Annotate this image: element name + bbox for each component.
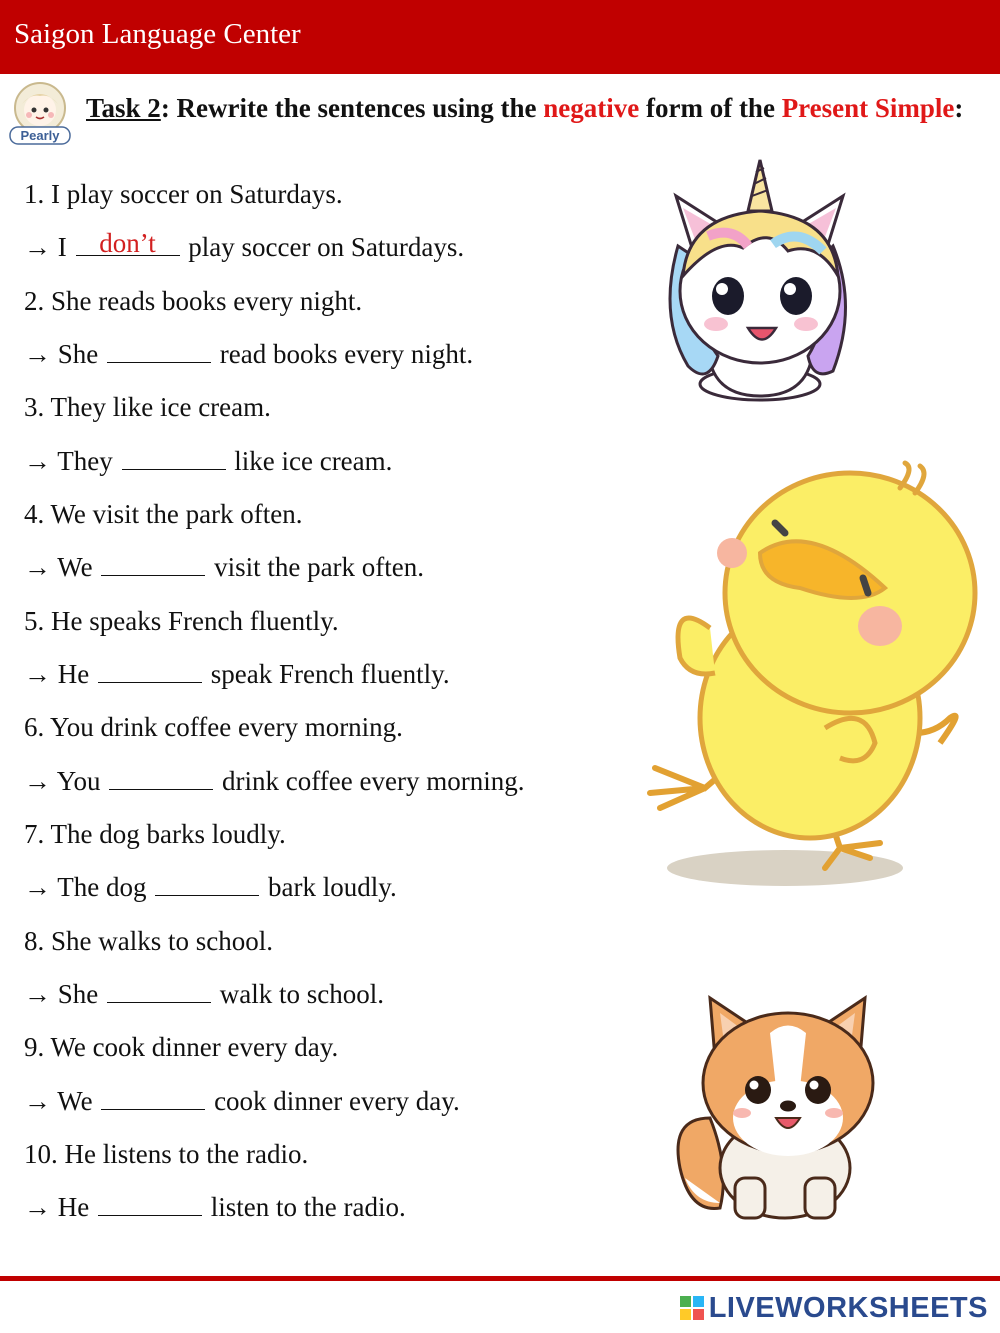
duck-illustration (620, 458, 990, 888)
answer-line-4 (24, 549, 424, 585)
task-highlight-negative: negative (543, 93, 640, 123)
pearly-logo (6, 80, 74, 148)
svg-text:Pearly: Pearly (20, 128, 60, 143)
liveworksheets-logo-icon (679, 1295, 705, 1321)
footer-divider (0, 1276, 1000, 1281)
task-label: Task 2 (86, 93, 161, 123)
answer-prefix: → She (24, 339, 99, 369)
sentence-3: 3. They like ice cream. (24, 392, 271, 422)
answer-line-7 (24, 869, 397, 905)
answer-line-9 (24, 1083, 460, 1119)
answer-prefix: → We (24, 552, 93, 582)
answer-prefix: → I (24, 232, 67, 262)
answer-blank-8[interactable] (107, 980, 211, 1003)
task-instruction (86, 90, 966, 126)
answer-prefix: → He (24, 1192, 90, 1222)
answer-line-8 (24, 976, 384, 1012)
answer-line-10 (24, 1189, 406, 1225)
sentence-1: 1. I play soccer on Saturdays. (24, 179, 343, 209)
unicorn-illustration (648, 156, 870, 406)
answer-suffix: like ice cream. (234, 446, 393, 476)
answer-suffix: bark loudly. (268, 872, 397, 902)
brand-name: LIVEWORKSHEETS (708, 1291, 988, 1324)
task-text-3: : (954, 93, 964, 123)
sentence-9: 9. We cook dinner every day. (24, 1032, 339, 1062)
filled-answer: don’t (99, 228, 156, 258)
answer-blank-10[interactable] (98, 1193, 202, 1216)
answer-blank-2[interactable] (107, 340, 211, 363)
answer-prefix: → The dog (24, 872, 147, 902)
answer-suffix: read books every night. (219, 339, 474, 369)
answer-prefix: → We (24, 1086, 93, 1116)
answer-suffix: walk to school. (219, 979, 384, 1009)
answer-blank-4[interactable] (101, 553, 205, 576)
sentence-8: 8. She walks to school. (24, 926, 273, 956)
answer-blank-5[interactable] (98, 660, 202, 683)
answer-blank-6[interactable] (109, 767, 213, 790)
answer-suffix: visit the park often. (214, 552, 425, 582)
answer-prefix: → He (24, 659, 90, 689)
answer-suffix: speak French fluently. (210, 659, 450, 689)
sentence-6: 6. You drink coffee every morning. (24, 712, 403, 742)
sentence-5: 5. He speaks French fluently. (24, 606, 339, 636)
answer-suffix: play soccer on Saturdays. (188, 232, 465, 262)
answer-prefix: → You (24, 766, 101, 796)
center-name: Saigon Language Center (14, 18, 301, 50)
task-text-1: : Rewrite the sentences using the (160, 93, 544, 123)
liveworksheets-brand[interactable] (679, 1290, 988, 1326)
answer-suffix: cook dinner every day. (214, 1086, 460, 1116)
task-text-2: form of the (639, 93, 782, 123)
sentence-2: 2. She reads books every night. (24, 286, 363, 316)
header-bar (0, 0, 1000, 74)
sentence-4: 4. We visit the park often. (24, 499, 303, 529)
puppy-illustration (670, 978, 894, 1226)
answer-blank-3[interactable] (122, 447, 226, 470)
sentence-10: 10. He listens to the radio. (24, 1139, 309, 1169)
answer-line-1 (24, 229, 464, 265)
answer-suffix: listen to the radio. (210, 1192, 406, 1222)
answer-blank-1[interactable] (76, 228, 180, 258)
answer-suffix: drink coffee every morning. (222, 766, 525, 796)
answer-blank-9[interactable] (101, 1087, 205, 1110)
answer-line-5 (24, 656, 450, 692)
answer-line-6 (24, 763, 524, 799)
answer-blank-7[interactable] (155, 873, 259, 896)
answer-prefix: → She (24, 979, 99, 1009)
task-highlight-present-simple: Present Simple (781, 93, 955, 123)
sentence-7: 7. The dog barks loudly. (24, 819, 286, 849)
answer-line-3 (24, 443, 392, 479)
answer-prefix: → They (24, 446, 113, 476)
answer-line-2 (24, 336, 473, 372)
